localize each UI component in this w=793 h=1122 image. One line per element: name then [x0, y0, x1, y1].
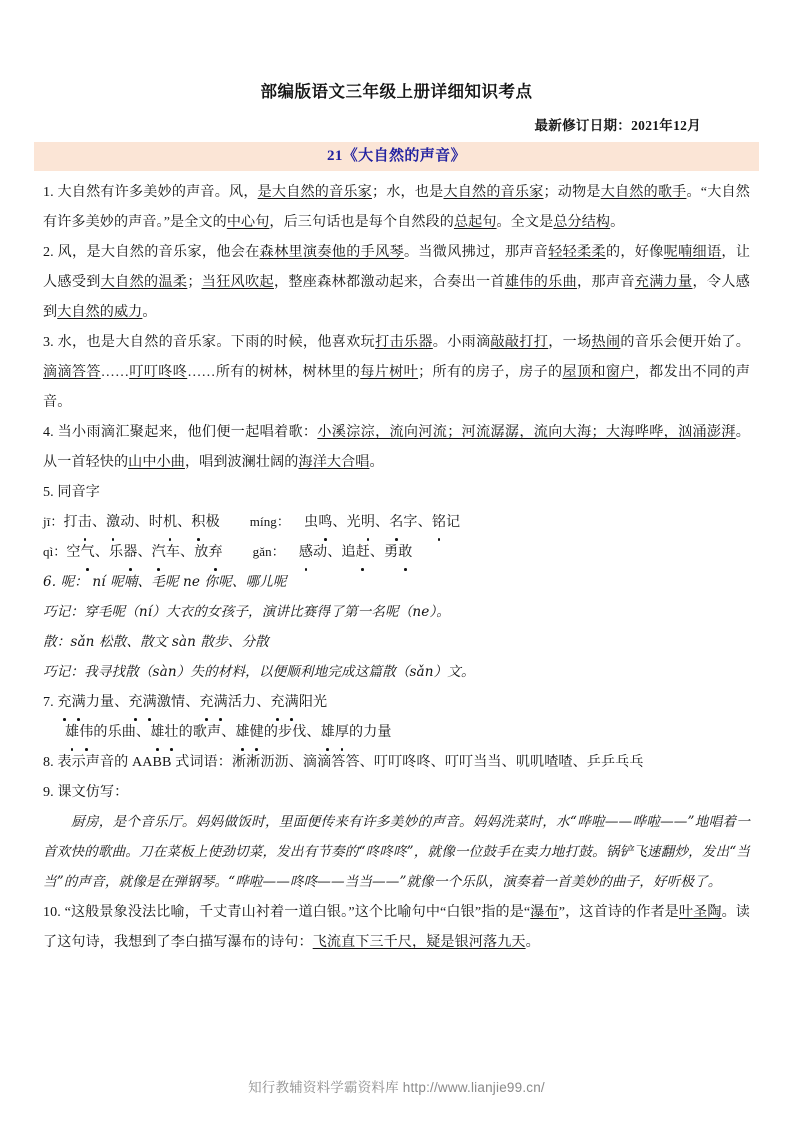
item-8-aabb-words: 8. 表示声音的 AABB 式词语：淅淅沥沥、滴滴答答、叮叮咚咚、叮叮当当、叽叽喳喳、乒乒乓乓 — [43, 753, 644, 770]
polyphone-ne-tip: 巧记：穿毛呢（ní）大衣的女孩子，演讲比赛得了第一名呢（ne）。 — [43, 603, 450, 620]
page-footer: 知行教辅资料学霸资料库 http://www.lianjie99.cn/ — [248, 1080, 545, 1095]
paragraph-item-4: 4. 当小雨滴汇聚起来，他们便一起唱着歌：小溪淙淙，流向河流；河流潺潺，流向大海；大海哗哗，汹涌澎湃。从一首轻快的山中小曲，唱到波澜壮阔的海洋大合唱。 — [43, 423, 750, 470]
item-9-body: 厨房，是个音乐厅。妈妈做饭时，里面便传来有许多美妙的声音。妈妈洗菜时，水“哗啦——哗啦——”地唱着一首欢快的歌曲。刀在菜板上使劲切菜，发出有节奏的“咚咚咚”，就像一位鼓手在卖力地打鼓。锅铲飞速翻炒，发出“当当”的声音，就像是在弹钢琴。“哗啦——咚咚——当当——”就像一个乐队，演奏着一首美妙的曲子，好听极了。 — [43, 813, 750, 890]
homophone-row-1: jī：打击、激动、时机、积极 míng： 虫鸣、光明、名字、铭记 — [43, 507, 750, 537]
polyphone-san-line: 散：sǎn 松散、散文 sàn 散步、分散 — [43, 633, 269, 650]
item-7-line-1: 7. 充满力量、充满激情、充满活力、充满阳光 — [43, 687, 750, 717]
paragraph-item-3: 3. 水，也是大自然的音乐家。下雨的时候，他喜欢玩打击乐器。小雨滴敲敲打打，一场热闹的音乐会便开始了。滴滴答答……叮叮咚咚……所有的树林，树林里的每片树叶；所有的房子，房子的屋顶和窗户，都发出不同的声音。 — [43, 333, 751, 410]
polyphone-ne-line: 6. 呢： ní 呢喃、毛呢 ne 你呢、哪儿呢 — [43, 573, 287, 590]
paragraph-item-5-heading: 5. 同音字 — [43, 483, 100, 500]
revision-date: 最新修订日期：2021年12月 — [534, 117, 701, 133]
polyphone-san-tip: 巧记：我寻找散（sàn）失的材料，以便顺利地完成这篇散（sǎn）文。 — [43, 663, 475, 680]
item-9-heading: 9. 课文仿写： — [43, 783, 129, 800]
lesson-title-band — [34, 142, 759, 171]
paragraph-item-1: 1. 大自然有许多美妙的声音。风，是大自然的音乐家；水，也是大自然的音乐家；动物是大自然的歌手。“大自然有许多美妙的声音。”是全文的中心句，后三句话也是每个自然段的总起句。全文是总分结构。 — [43, 183, 750, 230]
document-body — [34, 177, 759, 957]
homophone-row-2: qì：空气、乐器、汽车、放弃 gǎn： 感动、追赶、勇敢 — [43, 537, 750, 567]
item-7-line-2: 雄伟的乐曲、雄壮的歌声、雄健的步伐、雄厚的力量 — [43, 717, 750, 747]
lesson-title: 21《大自然的声音》 — [326, 147, 466, 164]
paragraph-item-2: 2. 风，是大自然的音乐家，他会在森林里演奏他的手风琴。当微风拂过，那声音轻轻柔柔的，好像呢喃细语，让人感受到大自然的温柔；当狂风吹起，整座森林都激动起来，合奏出一首雄伟的乐曲，那声音充满力量，令人感到大自然的威力。 — [43, 243, 751, 320]
document-title: 部编版语文三年级上册详细知识考点 — [260, 82, 533, 101]
paragraph-item-10: 10. “这般景象没法比喻，千丈青山衬着一道白银。”这个比喻句中“白银”指的是“瀑布”，这首诗的作者是叶圣陶。读了这句诗，我想到了李白描写瀑布的诗句：飞流直下三千尺，疑是银河落九天。 — [43, 903, 750, 950]
